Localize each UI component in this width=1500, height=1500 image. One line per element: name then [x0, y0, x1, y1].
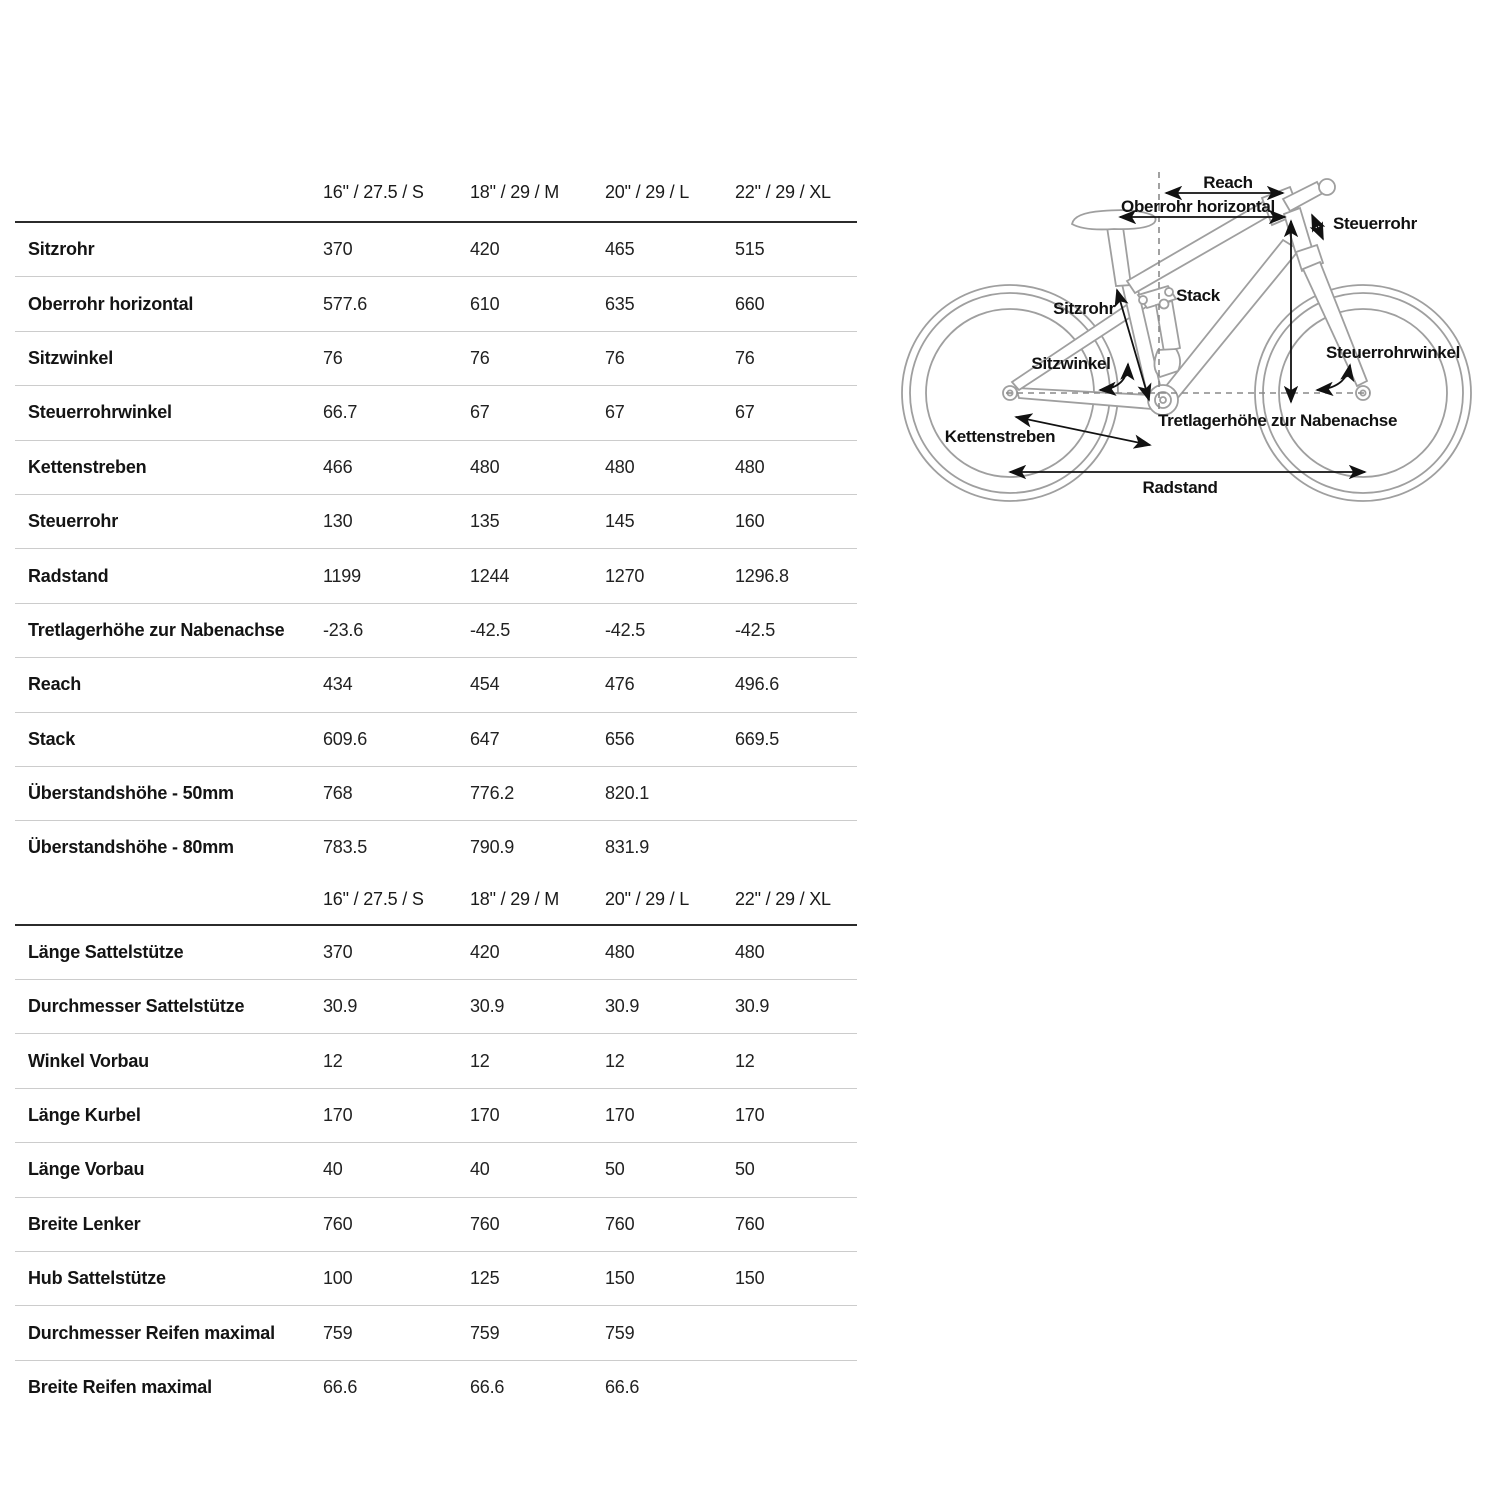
- cell-value: 1270: [605, 565, 645, 586]
- row-label: Länge Vorbau: [28, 1159, 145, 1180]
- cell-value: 76: [605, 347, 625, 368]
- cell-value: 480: [470, 456, 500, 477]
- cell-value: 420: [470, 941, 500, 962]
- cell-value: 145: [605, 511, 635, 532]
- table-row: [15, 332, 857, 386]
- cell-value: 170: [470, 1105, 500, 1126]
- cell-value: -42.5: [605, 619, 646, 640]
- table-row: [15, 1361, 857, 1414]
- diagram-label-steuerrohr: Steuerrohr: [1333, 214, 1417, 233]
- table-row: [15, 604, 857, 658]
- cell-value: 100: [323, 1268, 353, 1289]
- cell-value: -42.5: [735, 619, 776, 640]
- cell-value: 1199: [323, 565, 361, 586]
- cell-value: 30.9: [323, 996, 358, 1017]
- rocker-pivot-left: [1139, 296, 1147, 304]
- cell-value: 160: [735, 511, 765, 532]
- cell-value: 1296.8: [735, 565, 789, 586]
- cell-value: 1244: [470, 565, 510, 586]
- table-row: [15, 1252, 857, 1306]
- cell-value: 760: [605, 1213, 635, 1234]
- row-label: Steuerrohrwinkel: [28, 402, 172, 423]
- cell-value: 790.9: [470, 837, 515, 858]
- bottom-bracket-axle: [1160, 397, 1166, 403]
- size-column-header: 18" / 29 / M: [470, 181, 560, 202]
- stem: [1283, 182, 1323, 211]
- cell-value: 454: [470, 674, 500, 695]
- cell-value: 76: [735, 347, 755, 368]
- cell-value: 647: [470, 728, 500, 749]
- cell-value: 783.5: [323, 837, 368, 858]
- row-label: Tretlagerhöhe zur Nabenachse: [28, 619, 285, 640]
- cell-value: 466: [323, 456, 353, 477]
- table-row: [15, 1198, 857, 1252]
- cell-value: 66.6: [605, 1377, 640, 1397]
- shock-eyelet: [1160, 300, 1169, 309]
- size-column-header: 22" / 29 / XL: [735, 181, 831, 202]
- chainstay: [1016, 388, 1152, 409]
- cell-value: 656: [605, 728, 635, 749]
- cell-value: 759: [470, 1322, 500, 1343]
- table-row: [15, 1089, 857, 1143]
- cell-value: 760: [470, 1213, 500, 1234]
- cell-value: 135: [470, 511, 500, 532]
- cell-value: -42.5: [470, 619, 511, 640]
- steuerrohrwinkel-angle-arc: [1317, 365, 1350, 390]
- diagram-labels: [945, 173, 1460, 497]
- cell-value: 12: [323, 1050, 343, 1071]
- row-label: Kettenstreben: [28, 456, 147, 477]
- cell-value: 759: [323, 1322, 353, 1343]
- table-row: [15, 1306, 857, 1360]
- cell-value: -23.6: [323, 619, 364, 640]
- table-row: [15, 549, 857, 603]
- cell-value: 76: [323, 347, 343, 368]
- table-row: [15, 441, 857, 495]
- cell-value: 480: [735, 941, 765, 962]
- diagram-label-sitzwinkel: Sitzwinkel: [1031, 354, 1111, 373]
- diagram-label-stack: Stack: [1176, 286, 1220, 305]
- cell-value: 170: [605, 1105, 635, 1126]
- cell-value: 609.6: [323, 728, 368, 749]
- cell-value: 480: [605, 456, 635, 477]
- cell-value: 496.6: [735, 674, 780, 695]
- row-label: Sitzrohr: [28, 239, 95, 260]
- cell-value: 760: [735, 1213, 765, 1234]
- diagram-label-steuerrohrwinkel: Steuerrohrwinkel: [1325, 343, 1461, 362]
- table-row: [15, 277, 857, 331]
- table-row: [15, 767, 857, 821]
- table-row: [15, 1034, 857, 1088]
- table-row: [15, 495, 857, 549]
- table-row: [15, 821, 857, 874]
- row-label: Länge Sattelstütze: [28, 941, 184, 962]
- cell-value: 170: [323, 1105, 353, 1126]
- row-label: Stack: [28, 728, 76, 749]
- cell-value: 610: [470, 293, 500, 314]
- cell-value: 370: [323, 941, 353, 962]
- row-label: Durchmesser Reifen maximal: [28, 1322, 275, 1343]
- fork-blade: [1303, 262, 1367, 386]
- dimension-arrows: [1010, 193, 1365, 472]
- table-row: [15, 223, 857, 277]
- size-header-row: [15, 875, 857, 926]
- table-row: [15, 713, 857, 767]
- size-column-header: 20" / 29 / L: [605, 181, 690, 202]
- table-row: [15, 386, 857, 440]
- diagram-label-tretlagerhoehe: Tretlagerhöhe zur Nabenachse: [1158, 411, 1398, 430]
- cell-value: 759: [605, 1322, 635, 1343]
- seatpost: [1107, 227, 1131, 286]
- row-label: Länge Kurbel: [28, 1105, 141, 1126]
- diagram-label-sitzrohr: Sitzrohr: [1053, 299, 1115, 318]
- cell-value: 776.2: [470, 783, 515, 804]
- row-label: Steuerrohr: [28, 511, 119, 532]
- cell-value: 515: [735, 239, 765, 260]
- cell-value: 67: [735, 402, 755, 423]
- row-label: Überstandshöhe - 50mm: [28, 783, 234, 804]
- cell-value: 150: [735, 1268, 765, 1289]
- cell-value: 30.9: [735, 996, 770, 1017]
- cell-value: 480: [735, 456, 765, 477]
- row-label: Breite Reifen maximal: [28, 1377, 212, 1397]
- row-label: Breite Lenker: [28, 1213, 141, 1234]
- row-label: Überstandshöhe - 80mm: [28, 837, 234, 858]
- cell-value: 820.1: [605, 783, 650, 804]
- cell-value: 434: [323, 674, 353, 695]
- cell-value: 768: [323, 783, 353, 804]
- row-label: Radstand: [28, 565, 109, 586]
- cell-value: 125: [470, 1268, 500, 1289]
- row-label: Durchmesser Sattelstütze: [28, 996, 245, 1017]
- cell-value: 660: [735, 293, 765, 314]
- diagram-label-kettenstreben: Kettenstreben: [944, 427, 1056, 446]
- cell-value: 30.9: [605, 996, 640, 1017]
- table-row: [15, 658, 857, 712]
- cell-value: 66.7: [323, 402, 358, 423]
- cell-value: 170: [735, 1105, 765, 1126]
- cell-value: 420: [470, 239, 500, 260]
- size-column-header: 22" / 29 / XL: [735, 888, 831, 909]
- cell-value: 67: [470, 402, 490, 423]
- cell-value: 12: [470, 1050, 490, 1071]
- cell-value: 370: [323, 239, 353, 260]
- cell-value: 40: [470, 1159, 490, 1180]
- size-column-header: 18" / 29 / M: [470, 888, 560, 909]
- cell-value: 577.6: [323, 293, 368, 314]
- cell-value: 66.6: [470, 1377, 505, 1397]
- cell-value: 12: [605, 1050, 625, 1071]
- row-label: Oberrohr horizontal: [28, 293, 194, 314]
- diagram-label-radstand: Radstand: [1142, 478, 1218, 497]
- cell-value: 669.5: [735, 728, 780, 749]
- cell-value: 480: [605, 941, 635, 962]
- row-label: Winkel Vorbau: [28, 1050, 149, 1071]
- diagram-label-reach: Reach: [1203, 173, 1253, 192]
- cell-value: 50: [735, 1159, 755, 1180]
- row-label: Sitzwinkel: [28, 347, 114, 368]
- cell-value: 67: [605, 402, 625, 423]
- cell-value: 12: [735, 1050, 755, 1071]
- size-column-header: 20" / 29 / L: [605, 888, 690, 909]
- cell-value: 66.6: [323, 1377, 358, 1397]
- handlebar-grip: [1319, 179, 1335, 195]
- table-row: [15, 926, 857, 980]
- cell-value: 831.9: [605, 837, 650, 858]
- cell-value: 635: [605, 293, 635, 314]
- size-column-header: 16" / 27.5 / S: [323, 888, 424, 909]
- geometry-table: [15, 163, 857, 1414]
- diagram-label-oberrohr-horizontal: Oberrohr horizontal: [1121, 197, 1275, 216]
- rocker-pivot-right: [1165, 288, 1173, 296]
- table-row: [15, 980, 857, 1034]
- cell-value: 150: [605, 1268, 635, 1289]
- table-row: [15, 1143, 857, 1197]
- cell-value: 76: [470, 347, 490, 368]
- cell-value: 465: [605, 239, 635, 260]
- row-label: Hub Sattelstütze: [28, 1268, 166, 1289]
- size-column-header: 16" / 27.5 / S: [323, 181, 424, 202]
- cell-value: 130: [323, 511, 353, 532]
- size-header-row: [15, 163, 857, 223]
- cell-value: 50: [605, 1159, 625, 1180]
- bike-geometry-diagram: [880, 148, 1500, 580]
- cell-value: 40: [323, 1159, 343, 1180]
- cell-value: 476: [605, 674, 635, 695]
- cell-value: 30.9: [470, 996, 505, 1017]
- cell-value: 760: [323, 1213, 353, 1234]
- steuerrohr-arrow: [1312, 215, 1323, 239]
- row-label: Reach: [28, 674, 82, 695]
